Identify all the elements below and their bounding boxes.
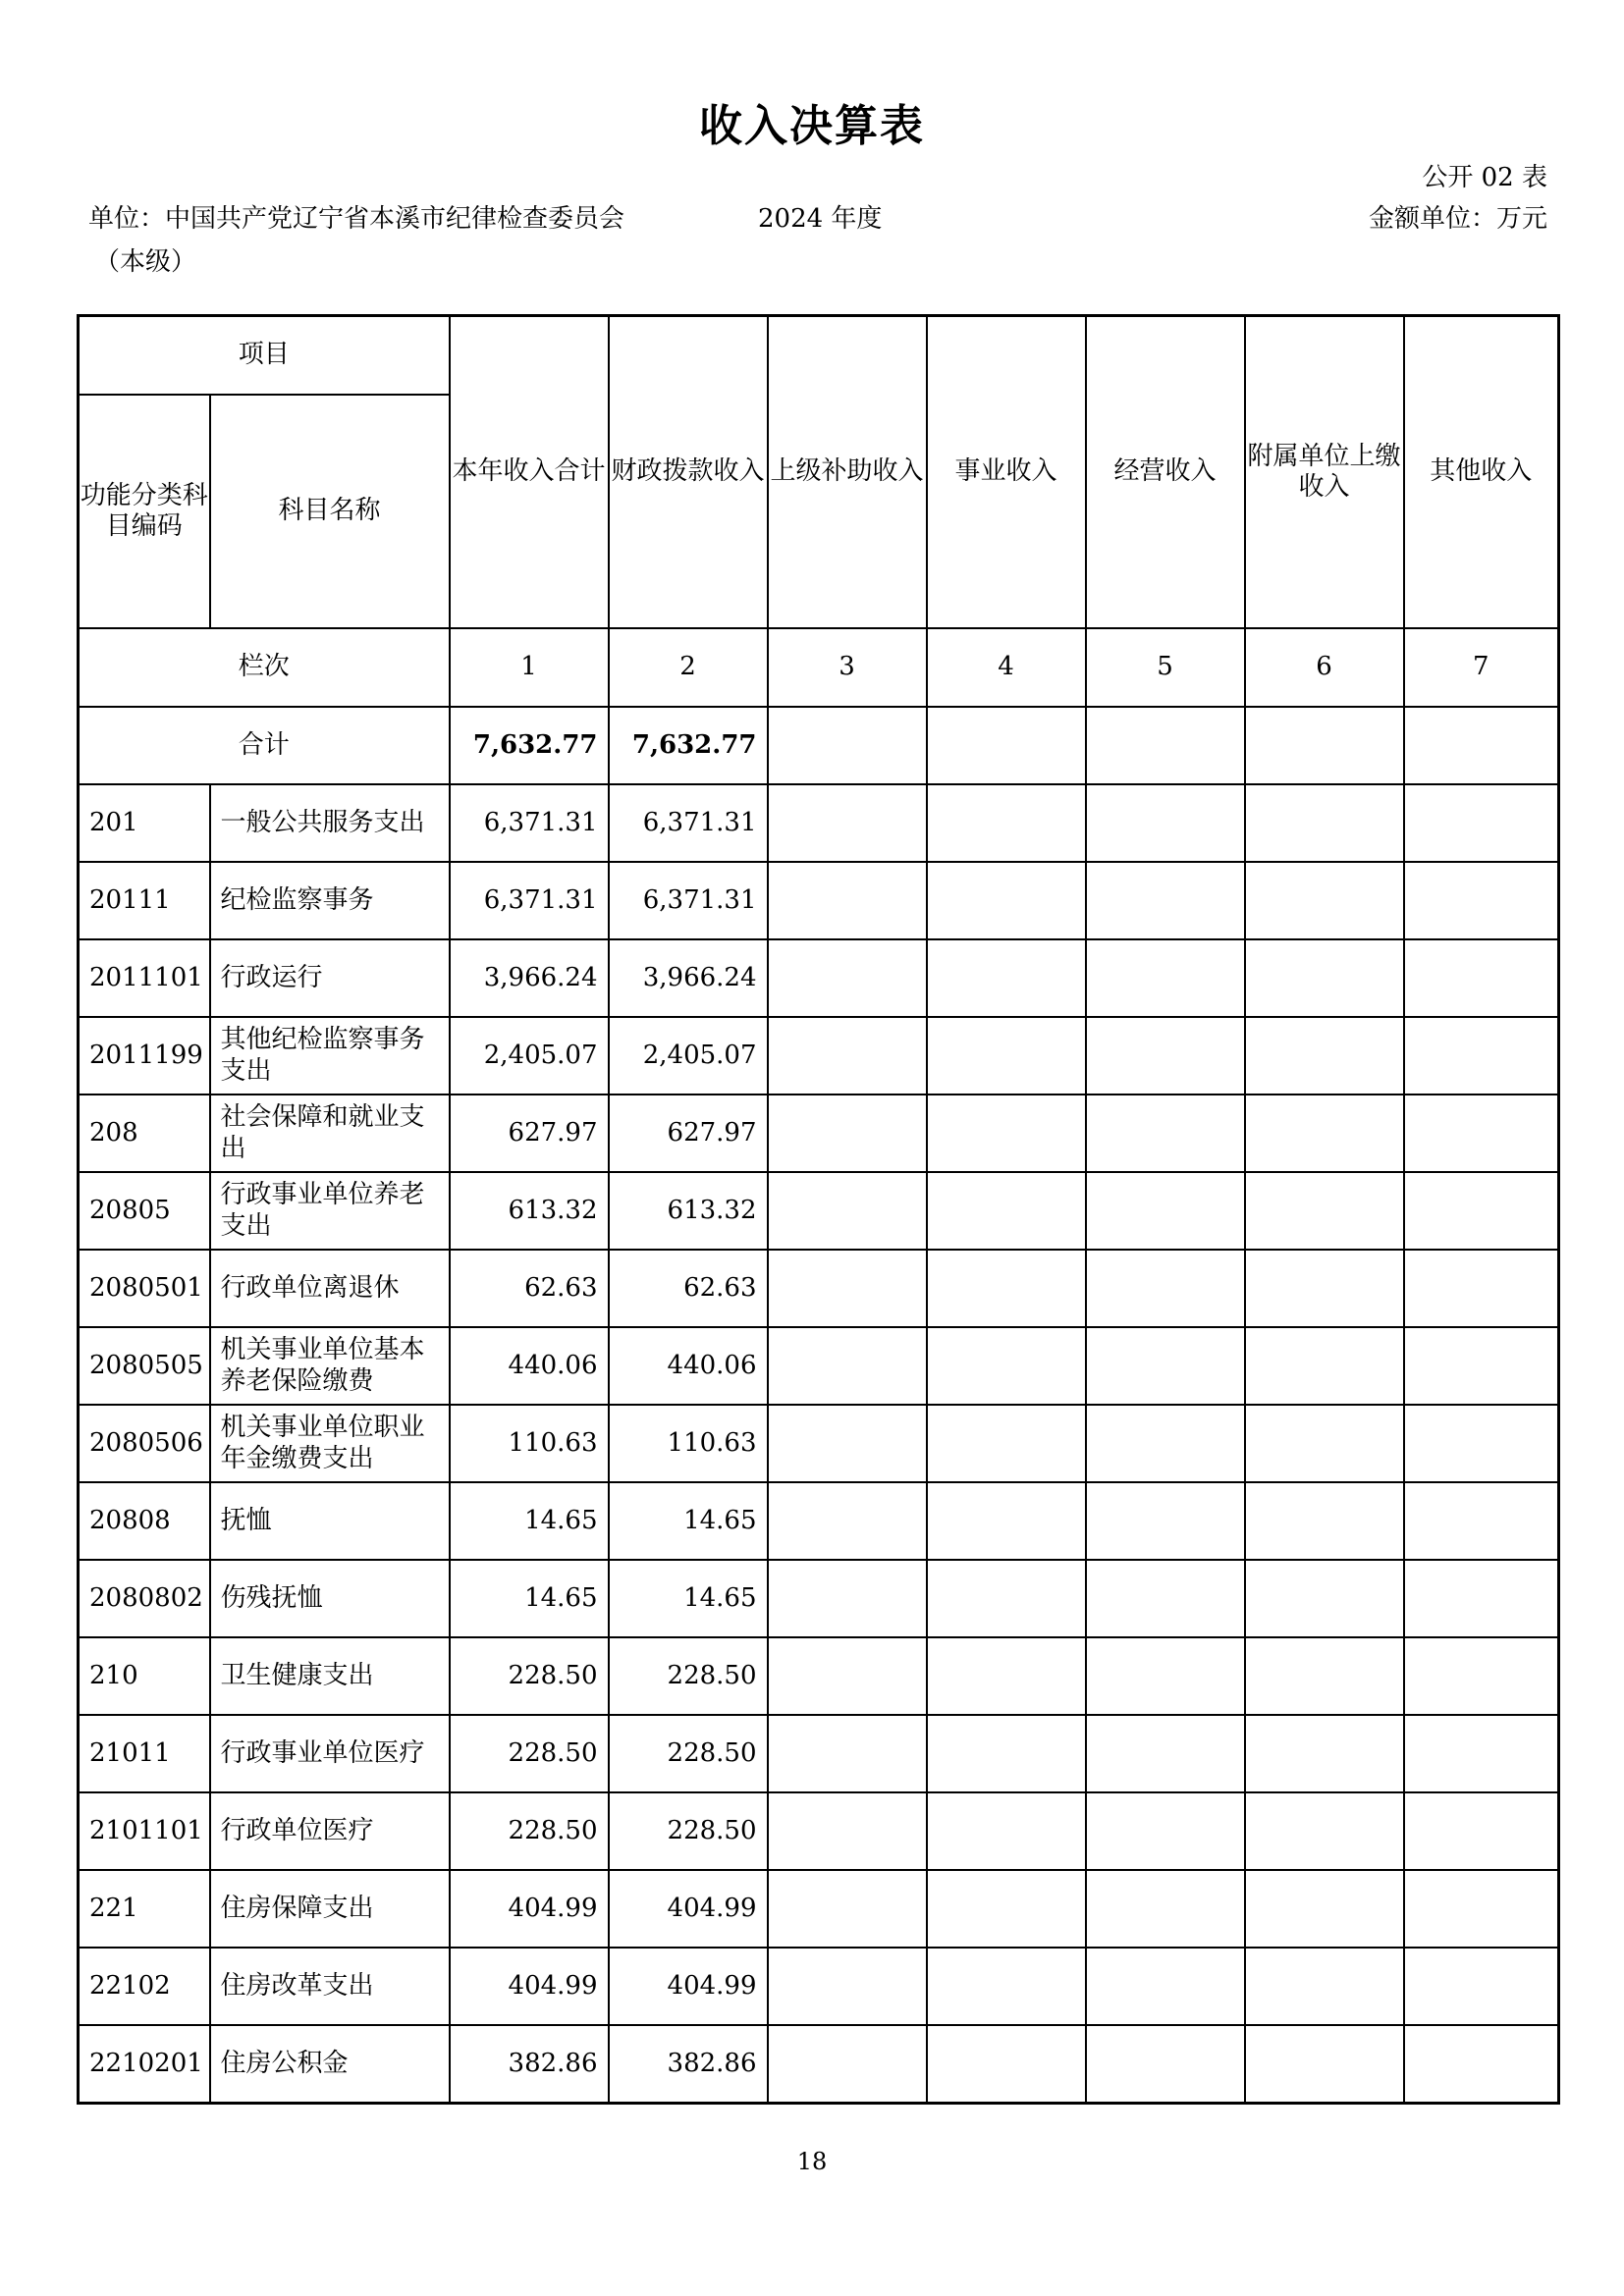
table-row [79, 1482, 1559, 1560]
row-value [768, 1095, 927, 1172]
row-value [1245, 1715, 1404, 1792]
row-value [1404, 1948, 1559, 2025]
row-name: 其他纪检监察事务支出 [210, 1017, 450, 1095]
header-col-6: 附属单位上缴收入 [1245, 316, 1404, 629]
row-value [768, 1560, 927, 1637]
row-name: 机关事业单位基本养老保险缴费 [210, 1327, 450, 1405]
row-value: 228.50 [450, 1792, 609, 1870]
row-value [927, 939, 1086, 1017]
row-value [1086, 1560, 1245, 1637]
row-value [1404, 784, 1559, 862]
row-value: 110.63 [609, 1405, 768, 1482]
row-value: 14.65 [450, 1482, 609, 1560]
row-value [1245, 862, 1404, 939]
header-col-1: 本年收入合计 [450, 316, 609, 629]
row-code: 2080505 [79, 1327, 210, 1405]
row-value [927, 1250, 1086, 1327]
row-value [1086, 1715, 1245, 1792]
row-value [1404, 1095, 1559, 1172]
row-name: 抚恤 [210, 1482, 450, 1560]
row-value: 6,371.31 [450, 784, 609, 862]
col-number-label: 栏次 [79, 628, 450, 707]
row-value [1245, 1172, 1404, 1250]
row-value [927, 1017, 1086, 1095]
row-value: 3,966.24 [609, 939, 768, 1017]
table-row [79, 1792, 1559, 1870]
row-code: 2101101 [79, 1792, 210, 1870]
row-value: 110.63 [450, 1405, 609, 1482]
row-value [768, 939, 927, 1017]
row-value [1245, 1327, 1404, 1405]
money-unit: 金额单位：万元 [1368, 204, 1547, 234]
col-number: 3 [768, 628, 927, 707]
row-value [1245, 1250, 1404, 1327]
row-value: 404.99 [609, 1870, 768, 1948]
row-value [1245, 1560, 1404, 1637]
row-value [1404, 1172, 1559, 1250]
total-value [768, 707, 927, 784]
row-name: 纪检监察事务 [210, 862, 450, 939]
row-value [768, 1948, 927, 2025]
row-value [1086, 939, 1245, 1017]
total-value [1245, 707, 1404, 784]
row-value [768, 2025, 927, 2104]
row-value: 382.86 [450, 2025, 609, 2104]
row-name: 行政运行 [210, 939, 450, 1017]
row-value [1404, 1792, 1559, 1870]
row-code: 20805 [79, 1172, 210, 1250]
row-value: 2,405.07 [609, 1017, 768, 1095]
row-value [927, 1405, 1086, 1482]
row-name: 卫生健康支出 [210, 1637, 450, 1715]
row-value [768, 1327, 927, 1405]
row-name: 伤残抚恤 [210, 1560, 450, 1637]
row-value [768, 1715, 927, 1792]
row-value [1404, 2025, 1559, 2104]
row-value [1404, 1870, 1559, 1948]
header-project: 项目 [79, 316, 450, 396]
row-name: 行政事业单位医疗 [210, 1715, 450, 1792]
row-code: 201 [79, 784, 210, 862]
row-name: 一般公共服务支出 [210, 784, 450, 862]
col-number: 4 [927, 628, 1086, 707]
table-row [79, 1715, 1559, 1792]
row-value [1086, 1482, 1245, 1560]
col-number: 5 [1086, 628, 1245, 707]
row-code: 2011101 [79, 939, 210, 1017]
total-value [927, 707, 1086, 784]
row-value [1404, 1327, 1559, 1405]
row-value [927, 1792, 1086, 1870]
row-name: 行政单位医疗 [210, 1792, 450, 1870]
row-value: 404.99 [450, 1948, 609, 2025]
row-value [1404, 1637, 1559, 1715]
total-value: 7,632.77 [450, 707, 609, 784]
row-code: 2080506 [79, 1405, 210, 1482]
row-value: 382.86 [609, 2025, 768, 2104]
row-value [927, 862, 1086, 939]
table-row [79, 1250, 1559, 1327]
row-value [1086, 862, 1245, 939]
row-value: 228.50 [609, 1792, 768, 1870]
row-value: 440.06 [450, 1327, 609, 1405]
table-row [79, 1172, 1559, 1250]
row-value [768, 1405, 927, 1482]
row-value [927, 784, 1086, 862]
row-value: 627.97 [450, 1095, 609, 1172]
row-value [1245, 1792, 1404, 1870]
row-value: 62.63 [450, 1250, 609, 1327]
row-value: 3,966.24 [450, 939, 609, 1017]
row-name: 住房改革支出 [210, 1948, 450, 2025]
row-value [1245, 1095, 1404, 1172]
row-value: 14.65 [609, 1482, 768, 1560]
row-value [1245, 1017, 1404, 1095]
table-row [79, 1095, 1559, 1172]
header-col-5: 经营收入 [1086, 316, 1245, 629]
row-value: 440.06 [609, 1327, 768, 1405]
row-value [768, 784, 927, 862]
row-value: 228.50 [450, 1637, 609, 1715]
row-value [927, 1948, 1086, 2025]
row-value [1086, 1017, 1245, 1095]
row-value [1086, 1870, 1245, 1948]
row-code: 2080802 [79, 1560, 210, 1637]
header-name: 科目名称 [210, 395, 450, 628]
row-value [768, 1017, 927, 1095]
row-value [927, 1560, 1086, 1637]
row-value [1245, 2025, 1404, 2104]
row-value [1086, 1095, 1245, 1172]
row-name: 机关事业单位职业年金缴费支出 [210, 1405, 450, 1482]
row-value [1086, 1250, 1245, 1327]
row-value [768, 1792, 927, 1870]
row-value [1086, 1327, 1245, 1405]
row-code: 21011 [79, 1715, 210, 1792]
row-value: 6,371.31 [609, 784, 768, 862]
row-value: 404.99 [609, 1948, 768, 2025]
form-number: 公开 02 表 [1422, 163, 1547, 192]
row-name: 行政事业单位养老支出 [210, 1172, 450, 1250]
total-value [1086, 707, 1245, 784]
row-value [1245, 1405, 1404, 1482]
row-value [1245, 1948, 1404, 2025]
row-value [1086, 1172, 1245, 1250]
header-code: 功能分类科目编码 [79, 395, 210, 628]
row-name: 社会保障和就业支出 [210, 1095, 450, 1172]
row-value [768, 1482, 927, 1560]
header-col-4: 事业收入 [927, 316, 1086, 629]
row-value [768, 1637, 927, 1715]
table-row [79, 1870, 1559, 1948]
row-value [1086, 1637, 1245, 1715]
row-value [1245, 1870, 1404, 1948]
income-table [77, 314, 1560, 2105]
row-value [927, 1172, 1086, 1250]
row-value: 14.65 [450, 1560, 609, 1637]
row-code: 221 [79, 1870, 210, 1948]
unit-label-continued: （本级） [94, 247, 197, 277]
row-value [1404, 1482, 1559, 1560]
total-value [1404, 707, 1559, 784]
col-number: 1 [450, 628, 609, 707]
table-row [79, 784, 1559, 862]
row-value [1404, 939, 1559, 1017]
row-code: 22102 [79, 1948, 210, 2025]
row-value: 228.50 [609, 1715, 768, 1792]
row-code: 210 [79, 1637, 210, 1715]
table-row [79, 1327, 1559, 1405]
row-code: 20808 [79, 1482, 210, 1560]
row-code: 2210201 [79, 2025, 210, 2104]
header-col-7: 其他收入 [1404, 316, 1559, 629]
total-row [79, 707, 1559, 784]
col-number: 6 [1245, 628, 1404, 707]
row-value: 228.50 [450, 1715, 609, 1792]
row-value [927, 1870, 1086, 1948]
row-value: 404.99 [450, 1870, 609, 1948]
table-row [79, 1405, 1559, 1482]
table-row [79, 1637, 1559, 1715]
row-value [1404, 862, 1559, 939]
row-code: 2080501 [79, 1250, 210, 1327]
col-number: 2 [609, 628, 768, 707]
row-value [1245, 1637, 1404, 1715]
fiscal-year: 2024 年度 [758, 204, 883, 234]
page-number: 18 [796, 2148, 828, 2175]
row-value [927, 1327, 1086, 1405]
row-value [768, 862, 927, 939]
row-value [927, 1715, 1086, 1792]
table-row [79, 1948, 1559, 2025]
row-value: 6,371.31 [609, 862, 768, 939]
page-title: 收入决算表 [699, 101, 925, 151]
row-value [1086, 2025, 1245, 2104]
unit-label: 单位：中国共产党辽宁省本溪市纪律检查委员会 [88, 204, 625, 234]
row-value [1086, 784, 1245, 862]
row-value: 627.97 [609, 1095, 768, 1172]
row-value [1404, 1715, 1559, 1792]
table-row [79, 2025, 1559, 2104]
row-value: 613.32 [609, 1172, 768, 1250]
row-value: 2,405.07 [450, 1017, 609, 1095]
row-name: 行政单位离退休 [210, 1250, 450, 1327]
row-value [1086, 1792, 1245, 1870]
row-value [768, 1172, 927, 1250]
row-value [1245, 939, 1404, 1017]
row-value [1404, 1250, 1559, 1327]
row-value [927, 1637, 1086, 1715]
row-name: 住房公积金 [210, 2025, 450, 2104]
header-col-3: 上级补助收入 [768, 316, 927, 629]
header-col-2: 财政拨款收入 [609, 316, 768, 629]
table-row [79, 1560, 1559, 1637]
col-number: 7 [1404, 628, 1559, 707]
row-value: 613.32 [450, 1172, 609, 1250]
row-value [1404, 1017, 1559, 1095]
table-row [79, 939, 1559, 1017]
row-value [1086, 1948, 1245, 2025]
row-value: 228.50 [609, 1637, 768, 1715]
row-code: 20111 [79, 862, 210, 939]
row-value [1404, 1405, 1559, 1482]
table-row [79, 862, 1559, 939]
row-value [927, 1482, 1086, 1560]
total-label: 合计 [79, 707, 450, 784]
row-value: 6,371.31 [450, 862, 609, 939]
row-value [1245, 1482, 1404, 1560]
row-value [1086, 1405, 1245, 1482]
row-name: 住房保障支出 [210, 1870, 450, 1948]
row-value: 14.65 [609, 1560, 768, 1637]
row-value [1245, 784, 1404, 862]
row-value [768, 1250, 927, 1327]
row-value [768, 1870, 927, 1948]
row-value: 62.63 [609, 1250, 768, 1327]
row-code: 2011199 [79, 1017, 210, 1095]
row-value [927, 1095, 1086, 1172]
table-row [79, 1017, 1559, 1095]
row-value [1404, 1560, 1559, 1637]
total-value: 7,632.77 [609, 707, 768, 784]
row-value [927, 2025, 1086, 2104]
row-code: 208 [79, 1095, 210, 1172]
